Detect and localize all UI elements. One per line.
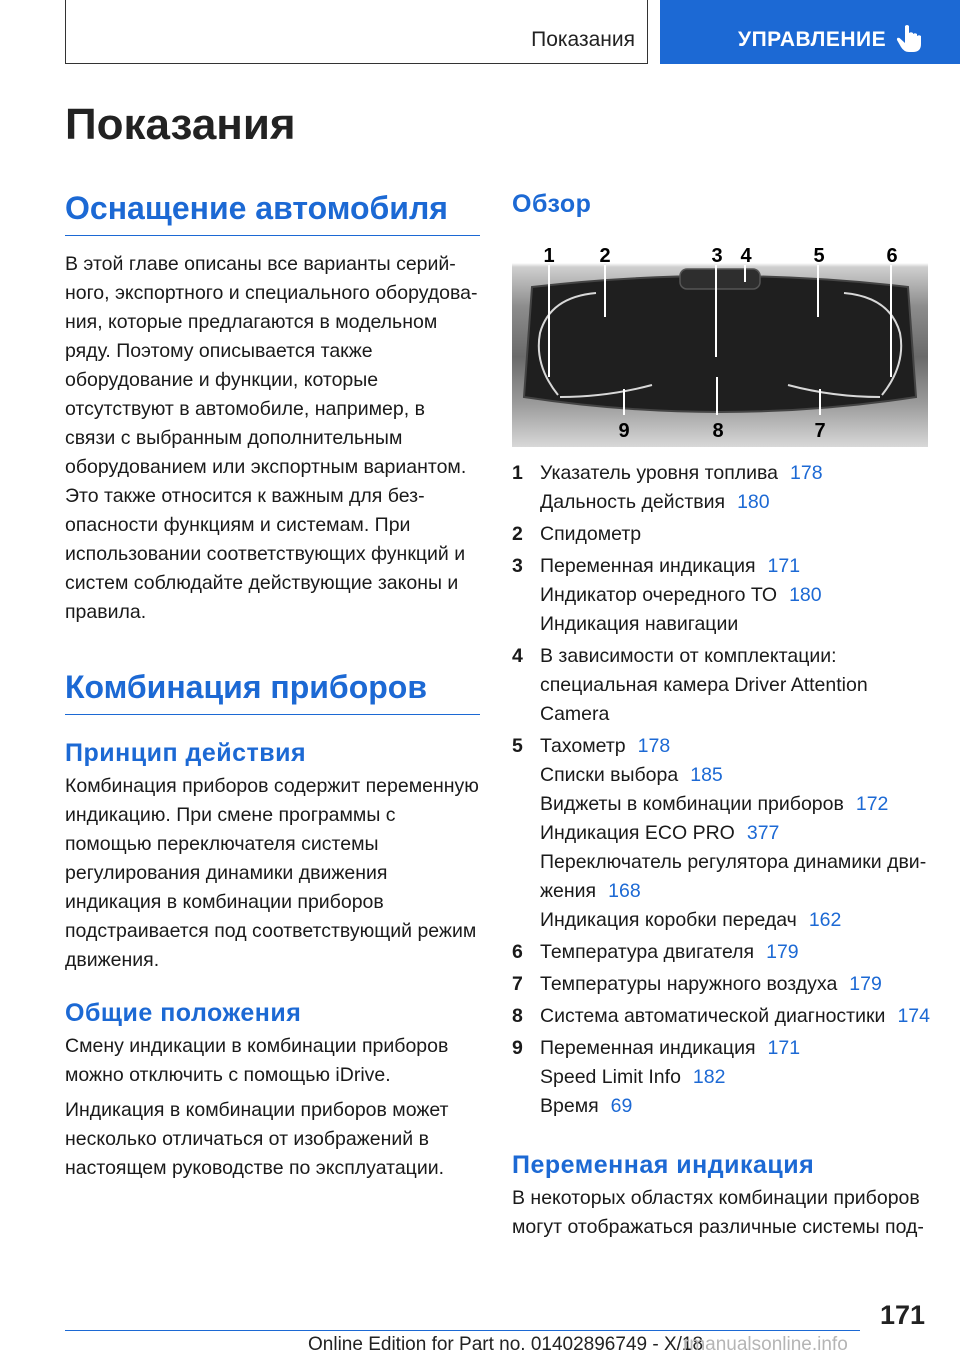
legend-number: 3 [512, 555, 523, 577]
legend-item [540, 1092, 932, 1121]
subsection-title-overview: Обзор [512, 190, 592, 218]
page-reference-link[interactable]: 180 [737, 491, 770, 513]
subsection-title-general: Общие положения [65, 999, 302, 1027]
page-reference-link[interactable]: 174 [897, 1005, 930, 1027]
figure-label-5: 5 [813, 247, 825, 267]
legend-item [540, 732, 932, 761]
chapter-tab-label: УПРАВЛЕНИЕ [738, 28, 887, 51]
hand-pointer-icon [896, 24, 924, 59]
legend-item [540, 906, 932, 935]
legend-row [512, 552, 932, 639]
instrument-cluster-figure [512, 247, 928, 447]
legend-items [540, 970, 932, 999]
legend-item-text: Указатель уровня топлива [540, 462, 779, 484]
legend-item-text: Speed Limit Info [540, 1066, 681, 1088]
figure-label-1: 1 [543, 247, 555, 267]
legend-item-text: Переключатель регулятора динамики движения [540, 851, 927, 902]
legend-item [540, 610, 932, 639]
variable-text: В некоторых областях комбинации приборов могут отображаться различные системы под- [512, 1187, 924, 1238]
principle-text: Комбинация приборов содержит переменную индикацию. При смене программы с помощью переключателя системы регулирования динамики движения индикация в комбинации приборов подстраивается под соответствующий режим движения. [65, 775, 479, 971]
legend-item [540, 790, 932, 819]
legend-row [512, 1002, 932, 1031]
section-title-cluster: Комбинация приборов [65, 669, 480, 715]
legend-row [512, 938, 932, 967]
equipment-text: В этой главе описаны все варианты серийного, экспортного и специального оборудования, которые предлагаются в модельном ряду. Поэтому описывается также оборудование и функции, которые отсутствуют в автомобиле, например, в связи с выбранным дополнительным оборудованием или экспортным вариантом. Это также относится к важным для безопасности функциям и системам. При использовании соответствующих функций и систем соблюдайте действующие законы и правила. [65, 253, 478, 623]
legend-number: 7 [512, 973, 523, 995]
legend-item [540, 488, 932, 517]
legend-item-text: Тахометр [540, 735, 626, 757]
page-reference-link[interactable]: 179 [766, 941, 799, 963]
legend-number: 1 [512, 462, 523, 484]
legend-item-text: Переменная индикация [540, 555, 756, 577]
footer-divider [65, 1330, 860, 1331]
legend-item-text: Спидометр [540, 523, 642, 545]
page-number: 171 [880, 1300, 926, 1330]
legend-item-text: Виджеты в комбинации приборов [540, 793, 844, 815]
page-reference-link[interactable]: 162 [808, 909, 842, 931]
legend-items [540, 459, 932, 517]
figure-label-9: 9 [618, 420, 630, 442]
legend-items [540, 552, 932, 639]
page-reference-link[interactable]: 178 [637, 735, 671, 757]
legend-row [512, 459, 932, 517]
legend-item [540, 761, 932, 790]
legend-item-text: Дальность действия [540, 491, 726, 513]
left-column [65, 190, 480, 1183]
legend-item-text: Температуры наружного воздуха [540, 973, 838, 995]
page-reference-link[interactable]: 180 [789, 584, 822, 606]
legend-item-text: Время [540, 1095, 599, 1117]
legend-item [540, 848, 932, 906]
legend-item-text: Индикация коробки передач [540, 909, 797, 931]
legend-number: 5 [512, 735, 523, 757]
legend-item [540, 459, 932, 488]
page-reference-link[interactable]: 171 [767, 1037, 801, 1059]
legend-row [512, 970, 932, 999]
legend-number: 9 [512, 1037, 523, 1059]
legend-items [540, 642, 932, 729]
legend-item [540, 581, 932, 610]
legend-item [540, 970, 932, 999]
footer-watermark: rmanualsonline.info [683, 1334, 848, 1355]
legend-number: 4 [512, 645, 523, 667]
page-reference-link[interactable]: 171 [767, 555, 801, 577]
legend-number: 6 [512, 941, 523, 963]
legend-row [512, 520, 932, 549]
page-reference-link[interactable]: 179 [849, 973, 882, 995]
legend-item [540, 1034, 932, 1063]
section-title-equipment: Оснащение автомобиля [65, 190, 480, 236]
legend-item [540, 819, 932, 848]
page-reference-link[interactable]: 185 [690, 764, 723, 786]
figure-label-2: 2 [599, 247, 611, 267]
legend-item-text: Индикация навигации [540, 613, 739, 635]
legend-number: 8 [512, 1005, 523, 1027]
page-reference-link[interactable]: 178 [790, 462, 823, 484]
page-reference-link[interactable]: 377 [746, 822, 780, 844]
legend-item [540, 642, 932, 729]
legend-item-text: Переменная индикация [540, 1037, 756, 1059]
figure-label-3: 3 [711, 247, 723, 267]
legend-item [540, 1063, 932, 1092]
legend-item-text: В зависимости от комплектации: специальная камера Driver Attention Camera [540, 645, 868, 725]
legend-item [540, 552, 932, 581]
legend-item [540, 1002, 932, 1031]
general-text-1: Смену индикации в комбинации приборов можно отключить с помощью iDrive. [65, 1035, 449, 1086]
figure-legend [512, 459, 932, 1121]
chapter-tab[interactable] [660, 0, 960, 64]
legend-item [540, 520, 932, 549]
legend-item-text: Индикатор очередного ТО [540, 584, 778, 606]
legend-items [540, 1034, 932, 1121]
legend-item-text: Списки выбора [540, 764, 679, 786]
legend-items [540, 1002, 932, 1031]
page-reference-link[interactable]: 172 [855, 793, 889, 815]
figure-label-6: 6 [886, 247, 898, 267]
legend-row [512, 1034, 932, 1121]
legend-item-text: Система автоматической диагностики [540, 1005, 886, 1027]
figure-label-8: 8 [712, 420, 724, 442]
running-header-title: Показания [531, 28, 635, 51]
subsection-title-principle: Принцип действия [65, 739, 307, 767]
figure-label-7: 7 [814, 420, 826, 442]
figure-label-4: 4 [740, 247, 752, 267]
right-column [512, 190, 932, 1242]
legend-row [512, 732, 932, 935]
legend-number: 2 [512, 523, 523, 545]
page-title: Показания [65, 100, 296, 149]
legend-items [540, 732, 932, 935]
legend-item-text: Температура двигателя [540, 941, 755, 963]
subsection-title-variable: Переменная индикация [512, 1151, 815, 1179]
page-reference-link[interactable]: 182 [692, 1066, 726, 1088]
page-reference-link[interactable]: 168 [608, 880, 641, 902]
general-text-2: Индикация в комбинации приборов может несколько отличаться от изображений в настоящем руководстве по эксплуатации. [65, 1099, 449, 1179]
instrument-cluster-drawing [512, 247, 928, 447]
legend-items [540, 520, 932, 549]
legend-row [512, 642, 932, 729]
page-reference-link[interactable]: 69 [610, 1095, 633, 1117]
running-header [65, 0, 648, 64]
legend-item [540, 938, 932, 967]
legend-items [540, 938, 932, 967]
legend-item-text: Индикация ECO PRO [540, 822, 735, 844]
footer-edition: Online Edition for Part no. 01402896749 - X/18 [308, 1334, 704, 1355]
